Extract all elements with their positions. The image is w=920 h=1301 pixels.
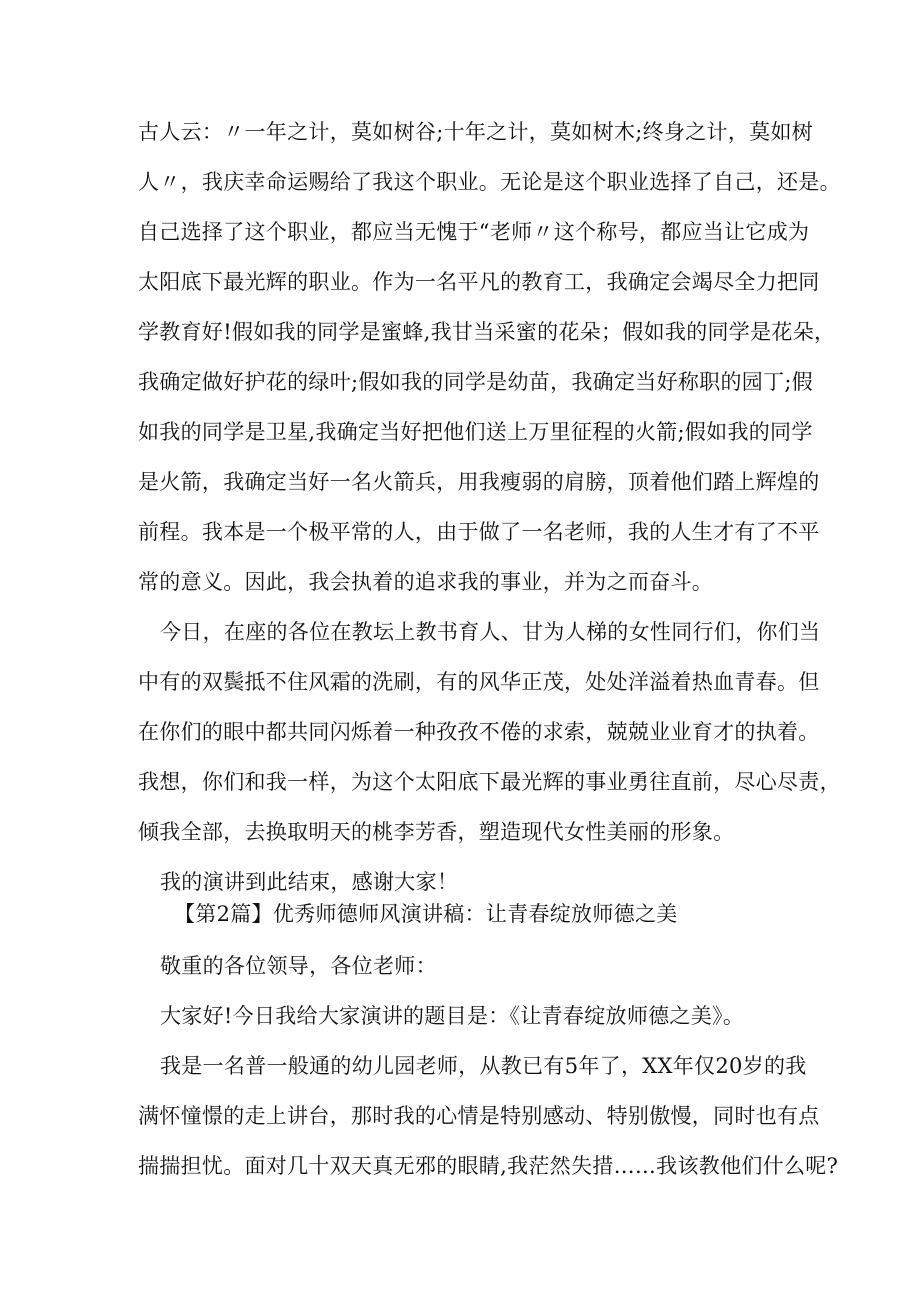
paragraph-1-line-10: 常的意义。因此，我会执着的追求我的事业，并为之而奋斗。 bbox=[138, 570, 714, 594]
paragraph-2-line-1: 今日，在座的各位在教坛上教书育人、甘为人梯的女性同行们，你们当 bbox=[160, 620, 821, 644]
paragraph-2-line-3: 在你们的眼中都共同闪烁着一种孜孜不倦的求索，兢兢业业育才的执着。 bbox=[138, 720, 820, 744]
closing-line: 我的演讲到此结束，感谢大家！ bbox=[160, 870, 459, 894]
section-heading: 【第2篇】优秀师德师风演讲稿：让青春绽放师德之美 bbox=[174, 902, 678, 926]
paragraph-1-line-8: 是火箭，我确定当好一名火箭兵，用我瘦弱的肩膀，顶着他们踏上辉煌的 bbox=[138, 470, 820, 494]
paragraph-1-line-7: 如我的同学是卫星,我确定当好把他们送上万里征程的火箭;假如我的同学 bbox=[138, 420, 813, 444]
paragraph-2-line-5: 倾我全部，去换取明天的桃李芳香，塑造现代女性美丽的形象。 bbox=[138, 820, 735, 844]
paragraph-1-line-1: 古人云：〃一年之计，莫如树谷;十年之计，莫如树木;终身之计，莫如树 bbox=[138, 120, 814, 144]
paragraph-1-line-4: 太阳底下最光辉的职业。作为一名平凡的教育工，我确定会竭尽全力把同 bbox=[138, 270, 820, 294]
paragraph-3-line-1: 我是一名普一般通的幼儿园老师，从教已有5年了，XX年仅20岁的我 bbox=[160, 1054, 807, 1078]
paragraph-2-line-2: 中有的双鬓抵不住风霜的洗刷，有的风华正茂，处处洋溢着热血青春。但 bbox=[138, 670, 820, 694]
paragraph-2-line-4: 我想，你们和我一样，为这个太阳底下最光辉的事业勇往直前，尽心尽责， bbox=[138, 770, 841, 794]
paragraph-1-line-9: 前程。我本是一个极平常的人，由于做了一名老师，我的人生才有了不平 bbox=[138, 520, 820, 544]
salutation: 敬重的各位领导，各位老师： bbox=[160, 954, 437, 978]
paragraph-1-line-2: 人〃，我庆幸命运赐给了我这个职业。无论是这个职业选择了自己，还是。 bbox=[138, 170, 841, 194]
greeting: 大家好!今日我给大家演讲的题目是：《让青春绽放师德之美》。 bbox=[160, 1004, 745, 1028]
paragraph-3-line-3: 揣揣担忧。面对几十双天真无邪的眼睛,我茫然失措……我该教他们什么呢? bbox=[138, 1154, 839, 1178]
paragraph-1-line-5: 学教育好!假如我的同学是蜜蜂,我甘当采蜜的花朵；假如我的同学是花朵， bbox=[138, 320, 836, 344]
paragraph-1-line-3: 自己选择了这个职业，都应当无愧于“老师〃这个称号，都应当让它成为 bbox=[138, 220, 810, 244]
paragraph-1-line-6: 我确定做好护花的绿叶;假如我的同学是幼苗，我确定当好称职的园丁;假 bbox=[138, 370, 814, 394]
paragraph-3-line-2: 满怀憧憬的走上讲台，那时我的心情是特别感动、特别傲慢，同时也有点 bbox=[138, 1104, 820, 1128]
